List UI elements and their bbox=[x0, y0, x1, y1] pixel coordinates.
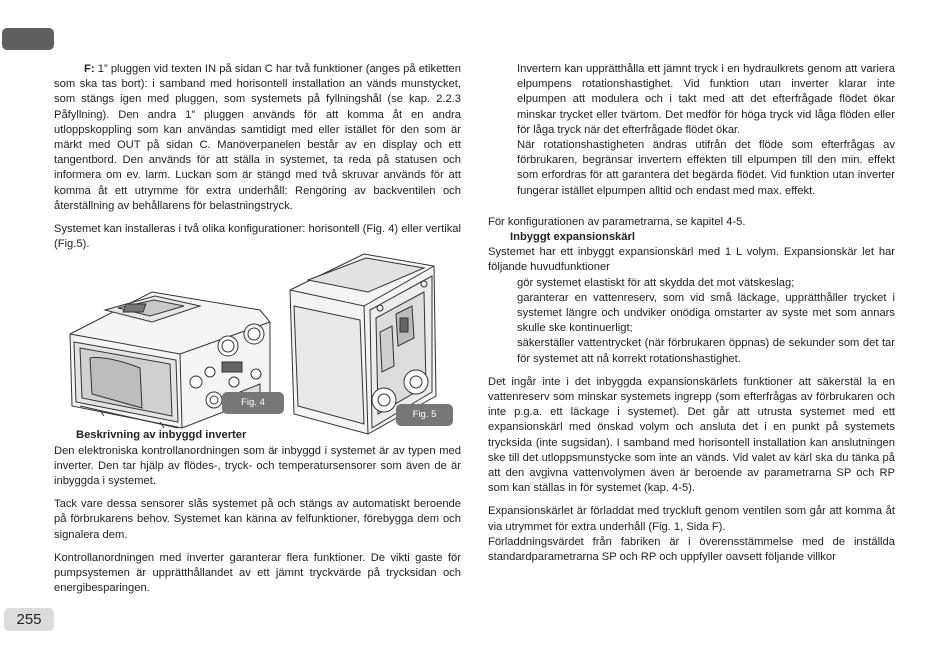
fig4-label: Fig. 4 bbox=[222, 392, 284, 414]
fig5-label: Fig. 5 bbox=[396, 404, 453, 426]
paragraph-constant-pressure: Invertern kan upprätthålla ett jämnt tryck i en hydraulkrets genom att variera elpumpens rotationshastighet. Vid funktion utan inverter klarar inte elpumpen att modulera och i takt med att det efterfrågade flödet ökar minskar trycket eller tvärtom. Det medför för höga tryck vid låga flöden eller för låga tryck när det efterfrågade flödet ökar. bbox=[517, 63, 895, 136]
page-number: 255 bbox=[4, 608, 54, 631]
paragraph-configurations: Systemet kan installeras i två olika konfigurationer: horisontell (Fig. 4) eller vertikal (Fig.5). bbox=[54, 223, 461, 251]
language-tab bbox=[2, 28, 54, 50]
list-item: säkerställer vattentrycket (när förbrukaren öppnas) de sekunder som det tar för systemet att nå korrekt rotationshastighet. bbox=[517, 337, 895, 365]
label-f: F: bbox=[84, 63, 95, 75]
paragraph-factory-precharge: Förladdningsvärdet från fabriken är i överensstämmelse med de inställda standardparametrarna SP och RP och uppfyller oavsett följande villkor bbox=[488, 535, 895, 564]
right-column bbox=[488, 62, 895, 565]
paragraph-inverter-description: Den elektroniska kontrollanordningen som är inbyggd i systemet är av typen med inverter. Den tar hjälp av flödes-, tryck- och temperatursensorer som även de är inbyggda i systemet. bbox=[54, 444, 461, 488]
paragraph-precharge: Expansionskärlet är förladdat med tryckluft genom ventilen som går att komma åt via utrymmet för extra underhåll (Fig. 1, Sida F). bbox=[488, 505, 895, 533]
list-item: gör systemet elastiskt för att skydda det mot vätskeslag; bbox=[517, 276, 795, 289]
heading-inverter: Beskrivning av inbyggd inverter bbox=[76, 429, 247, 442]
list-item: garanterar en vattenreserv, som vid små läckage, upprätthåller trycket i systemet längre och undviker onödiga omstarter av syste met som annars skulle ske kontinuerligt; bbox=[517, 291, 895, 335]
paragraph-expansion-intro: Systemet har ett inbyggt expansionskärl med 1 L volym. Expansionskär let har följande huvudfunktioner bbox=[488, 246, 895, 274]
paragraph-f-plug: F: 1” pluggen vid texten IN på sidan C har två funktioner (anges på etiketten som ska tas bort): i samband med horisontell installation an vänds munstycket, som stängs igen med pluggen, som systemets på fyllningshål (se kap. 2.2.3 Påfyllning). Den andra 1” pluggen används för att komma åt en andra utloppskoppling som kan användas samtidigt med eller istället för den som är märkt med OUT på sidan C. Manöverpanelen består av en display och ett tangentbord. Den används för att ställa in systemet, ta reda på statusen och informera om ev. larm. Luckan som är stängd med två skruvar används för att komma åt ett utrymme för extra underhåll: Rengöring av backventilen och återställning av behållarens för belastningstryck. bbox=[54, 63, 461, 212]
paragraph-rotation-speed: När rotationshastigheten ändras utifrån det flöde som efterfrågas av förbrukaren, begränsar invertern effekten till elpumpen till den min. effekt som erfordras för att garantera det begärda flödet. Vid funktion utan inverter fungerar istället elpumpen alltid och endast med max. effekt. bbox=[517, 139, 895, 197]
paragraph-parameters-ref: För konfigurationen av parametrarna, se kapitel 4-5. bbox=[488, 215, 746, 228]
paragraph-control-functions: Kontrollanordningen med inverter garanterar flera funktioner. De vikti gaste för pumpsystemen är upprätthållandet av ett jämnt tryckvärde på trycksidan och energibesparingen. bbox=[54, 551, 461, 595]
heading-expansion-vessel: Inbyggt expansionskärl bbox=[510, 231, 635, 244]
figures bbox=[54, 260, 461, 438]
paragraph-sensors: Tack vare dessa sensorer slås systemet på och stängs av automatiskt beroende på förbrukarens behov. Systemet kan känna av felfunktioner, förebygga dem och signalera dem. bbox=[54, 498, 461, 541]
left-column bbox=[54, 62, 461, 596]
paragraph-expansion-reserve: Det ingår inte i det inbyggda expansionskärlets funktioner att säkerstäl la en vattenreserv som minskar systemets ingrepp (som efterfrågas av förbrukaren och inte p.g.a. ett läckage i systemet). Det går att utrusta systemet med ett expansionskärl med önskad volym och ansluta det i en punkt på systemets trycksida (inte sugsidan). I samband med horisontell installation kan anslutningen ske till det utloppsmunstycke som inte an vänds. Vid valet av kärl ska du tänka på att den avgivna vattenvolymen även är beroende av parametrarna SP och RP som kan ställas in för systemet (kap. 4-5). bbox=[488, 375, 895, 495]
